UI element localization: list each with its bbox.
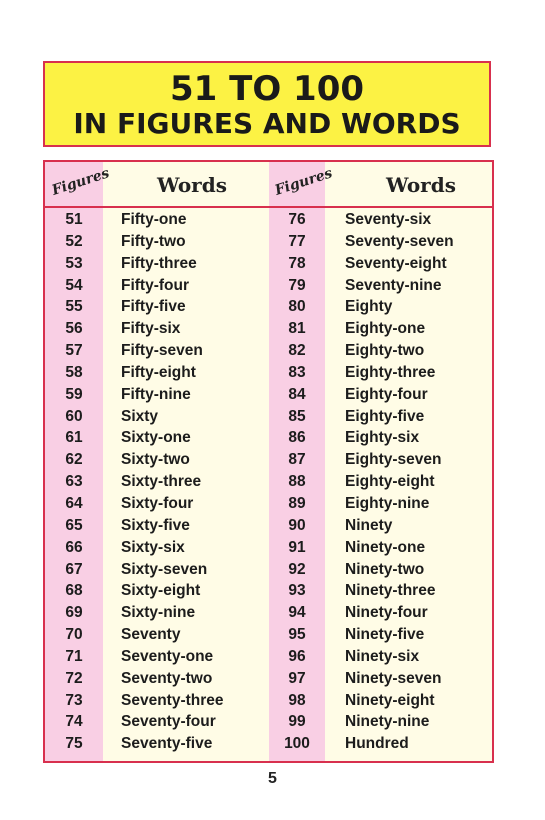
word-cell: Fifty-eight: [121, 363, 196, 381]
word-cell: Ninety: [345, 516, 393, 534]
word-cell: Ninety-two: [345, 560, 425, 578]
word-cell: Sixty-eight: [121, 582, 201, 600]
header-words-right: Words: [386, 173, 456, 197]
word-cell: Seventy-three: [121, 691, 224, 709]
number-cell: 61: [65, 429, 83, 447]
table-row: [45, 733, 492, 755]
title-line-1: 51 TO 100: [169, 69, 365, 109]
word-cell: Sixty-six: [121, 538, 185, 556]
word-cell: Eighty-five: [345, 407, 425, 425]
word-cell: Seventy-eight: [345, 254, 447, 272]
number-cell: 80: [288, 298, 306, 316]
table-row: [45, 384, 492, 406]
word-cell: Fifty-three: [121, 254, 197, 272]
number-cell: 62: [65, 451, 83, 469]
number-cell: 93: [288, 582, 306, 600]
table-row: [45, 318, 492, 340]
word-cell: Fifty-one: [121, 211, 187, 228]
number-cell: 70: [65, 626, 83, 644]
word-cell: Eighty-four: [345, 385, 428, 403]
number-cell: 98: [288, 691, 306, 709]
word-cell: Sixty-four: [121, 494, 194, 512]
word-cell: Sixty-two: [121, 451, 190, 469]
header-divider: [45, 206, 492, 208]
number-cell: 67: [65, 560, 83, 578]
table-row: [45, 362, 492, 384]
numbers-table: [43, 160, 494, 763]
word-cell: Eighty-eight: [345, 473, 435, 491]
table-row: [45, 231, 492, 253]
word-cell: Hundred: [345, 735, 409, 753]
header-figures-right: Figures: [272, 165, 335, 199]
number-cell: 74: [65, 713, 83, 731]
number-cell: 96: [288, 647, 306, 665]
table-body: [45, 209, 492, 755]
header-figures-left: Figures: [49, 165, 112, 199]
number-cell: 55: [65, 298, 83, 316]
number-cell: 97: [288, 669, 306, 687]
number-cell: 88: [288, 473, 306, 491]
word-cell: Sixty-three: [121, 473, 202, 491]
number-cell: 99: [288, 713, 306, 731]
table-row: [45, 537, 492, 559]
word-cell: Sixty-seven: [121, 560, 208, 578]
number-cell: 56: [65, 320, 83, 338]
number-cell: 60: [65, 407, 83, 425]
number-cell: 83: [288, 363, 306, 381]
word-cell: Seventy-seven: [345, 232, 454, 250]
number-cell: 68: [65, 582, 83, 600]
number-cell: 84: [288, 385, 306, 403]
table-row: [45, 275, 492, 297]
word-cell: Sixty: [121, 407, 159, 425]
number-cell: 77: [288, 232, 306, 250]
word-cell: Eighty-seven: [345, 451, 442, 469]
table-row: [45, 209, 492, 231]
number-cell: 87: [288, 451, 306, 469]
number-cell: 78: [288, 254, 306, 272]
table-row: [45, 668, 492, 690]
number-cell: 100: [284, 735, 310, 753]
word-cell: Sixty-five: [121, 516, 190, 534]
table-row: [45, 471, 492, 493]
table-row: [45, 253, 492, 275]
word-cell: Seventy: [121, 626, 181, 644]
word-cell: Seventy-one: [121, 647, 214, 665]
table-row: [45, 559, 492, 581]
table-row: [45, 427, 492, 449]
number-cell: 65: [65, 516, 83, 534]
word-cell: Fifty-nine: [121, 385, 191, 403]
word-cell: Seventy-five: [121, 735, 213, 753]
word-cell: Eighty-two: [345, 342, 425, 360]
number-cell: 58: [65, 363, 83, 381]
number-cell: 63: [65, 473, 83, 491]
word-cell: Ninety-eight: [345, 691, 435, 709]
number-cell: 89: [288, 494, 306, 512]
table-row: [45, 296, 492, 318]
number-cell: 57: [65, 342, 83, 360]
word-cell: Seventy-four: [121, 713, 216, 731]
page-number: 5: [268, 770, 277, 787]
word-cell: Fifty-two: [121, 232, 186, 250]
title-line-2: IN FIGURES AND WORDS: [73, 107, 461, 140]
word-cell: Ninety-three: [345, 582, 436, 600]
word-cell: Ninety-six: [345, 647, 420, 665]
word-cell: Sixty-one: [121, 429, 191, 447]
table-row: [45, 580, 492, 602]
number-cell: 64: [65, 494, 83, 512]
number-cell: 82: [288, 342, 306, 360]
number-cell: 79: [288, 276, 306, 294]
number-cell: 81: [288, 320, 306, 338]
number-cell: 71: [65, 647, 83, 665]
word-cell: Ninety-nine: [345, 713, 430, 731]
word-cell: Fifty-five: [121, 298, 186, 316]
number-cell: 95: [288, 626, 306, 644]
number-cell: 59: [65, 385, 83, 403]
number-cell: 51: [65, 211, 83, 228]
table-row: [45, 449, 492, 471]
number-cell: 76: [288, 211, 306, 228]
table-row: [45, 646, 492, 668]
title-banner: [43, 61, 491, 147]
table-row: [45, 515, 492, 537]
number-cell: 69: [65, 604, 83, 622]
number-cell: 90: [288, 516, 306, 534]
number-cell: 92: [288, 560, 306, 578]
table-row: [45, 406, 492, 428]
word-cell: Ninety-five: [345, 626, 425, 644]
word-cell: Eighty-six: [345, 429, 420, 447]
number-cell: 72: [65, 669, 83, 687]
table-row: [45, 602, 492, 624]
number-cell: 52: [65, 232, 83, 250]
number-cell: 66: [65, 538, 83, 556]
word-cell: Seventy-nine: [345, 276, 442, 294]
table-row: [45, 493, 492, 515]
word-cell: Seventy-six: [345, 211, 432, 228]
word-cell: Eighty-one: [345, 320, 426, 338]
word-cell: Seventy-two: [121, 669, 213, 687]
table-row: [45, 340, 492, 362]
number-cell: 73: [65, 691, 83, 709]
number-cell: 53: [65, 254, 83, 272]
word-cell: Ninety-one: [345, 538, 426, 556]
header-words-left: Words: [157, 173, 227, 197]
number-cell: 86: [288, 429, 306, 447]
number-cell: 85: [288, 407, 306, 425]
word-cell: Ninety-four: [345, 604, 428, 622]
number-cell: 75: [65, 735, 83, 753]
word-cell: Fifty-six: [121, 320, 181, 338]
word-cell: Eighty-nine: [345, 494, 430, 512]
number-cell: 54: [65, 276, 83, 294]
table-row: [45, 711, 492, 733]
word-cell: Fifty-four: [121, 276, 190, 294]
number-cell: 91: [288, 538, 306, 556]
word-cell: Eighty-three: [345, 363, 436, 381]
number-cell: 94: [288, 604, 306, 622]
word-cell: Sixty-nine: [121, 604, 196, 622]
word-cell: Eighty: [345, 298, 393, 316]
word-cell: Fifty-seven: [121, 342, 203, 360]
table-row: [45, 690, 492, 712]
table-row: [45, 624, 492, 646]
word-cell: Ninety-seven: [345, 669, 442, 687]
